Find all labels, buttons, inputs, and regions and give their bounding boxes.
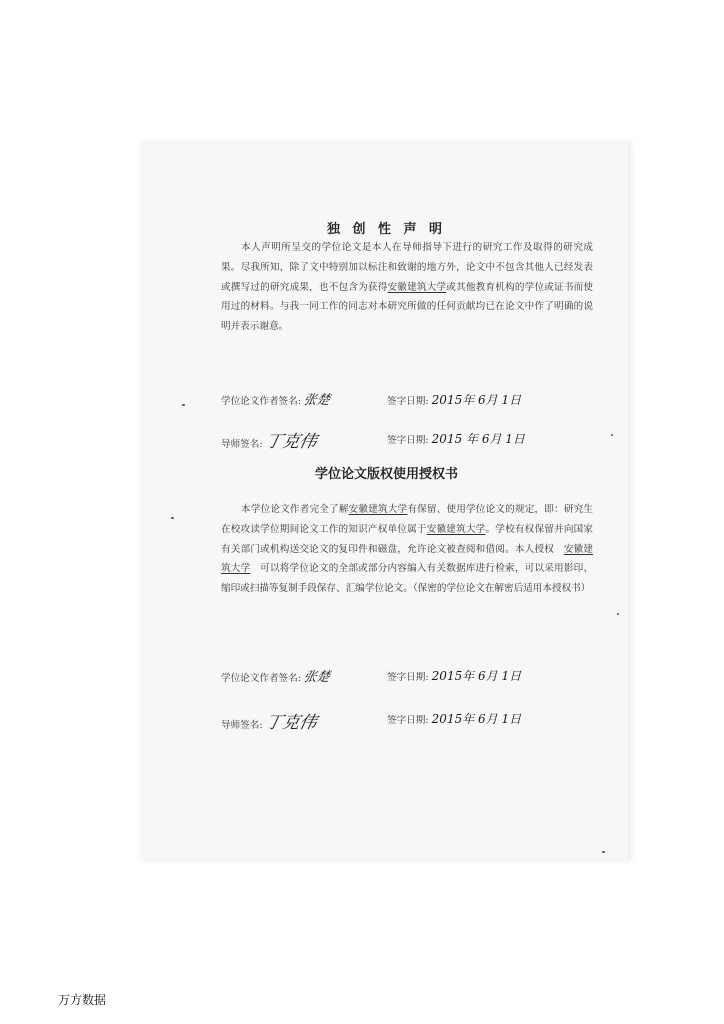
declaration-author-date-row	[387, 391, 521, 408]
scan-speck	[182, 404, 185, 406]
declaration-text-1: 本人声明所呈交的学位论文是本人在导师指导下进行的研究工作及取得的研究成果。尽我所知，除了文中特别加以标注和致谢的地方外，论文中不包含其他人已经发表或撰写过的研究成果，也不包含为获得	[221, 242, 593, 293]
declaration-author-signature-row	[221, 389, 330, 408]
date-label: 签字日期:	[387, 715, 429, 726]
author-handwritten-date: 2015年 6月 1日	[431, 393, 522, 407]
declaration-advisor-signature-row	[221, 427, 317, 452]
declaration-advisor-date-row	[387, 430, 525, 447]
authorization-text-2: 有保留、使用学位论文的规定，即：研究生在校攻读学位期间论文工作的知识产权单位属于	[221, 504, 594, 535]
declaration-title: 独 创 性 声 明	[326, 222, 447, 237]
author-signature-label: 学位论文作者签名:	[221, 673, 301, 684]
advisor-handwritten-date: 2015 年 6月 1日	[431, 432, 525, 446]
advisor-handwritten-date: 2015年 6月 1日	[431, 712, 522, 726]
scan-speck	[602, 851, 605, 853]
author-handwritten-signature: 张楚	[302, 670, 332, 685]
scan-speck	[617, 613, 619, 615]
advisor-signature-label: 导师签名:	[221, 720, 263, 731]
declaration-body	[221, 238, 593, 337]
scan-speck	[171, 517, 174, 519]
author-signature-label: 学位论文作者签名:	[221, 396, 301, 407]
authorization-text-3: 。学校有权保留并向国家有关部门或机构送交论文的复印件和磁盘，允许论文被查阅和借阅。本人授权	[221, 523, 594, 555]
authorization-text-4: 可以将学位论文的全部或部分内容编入有关数据库进行检索，可以采用影印、缩印或扫描等复制手段保存、汇编学位论文。（保密的学位论文在解密后适用本授权书）	[221, 563, 594, 595]
authorization-body	[221, 500, 593, 599]
authorization-author-signature-row	[221, 666, 330, 685]
wanfang-data-watermark: 万方数据	[58, 993, 107, 1007]
declaration-institution: 安徽建筑大学	[387, 281, 447, 293]
author-handwritten-signature: 张楚	[302, 393, 332, 408]
scan-speck	[611, 434, 613, 436]
scan-edge	[628, 143, 630, 859]
authorization-institution-1: 安徽建筑大学	[348, 504, 408, 515]
advisor-handwritten-signature: 丁克伟	[263, 713, 319, 733]
authorization-title: 学位论文版权使用授权书	[314, 467, 458, 482]
authorization-advisor-date-row	[387, 710, 521, 727]
authorization-text-1: 本学位论文作者完全了解	[241, 504, 349, 515]
authorization-author-date-row	[387, 667, 521, 684]
authorization-institution-2: 安徽建筑大学	[426, 523, 486, 535]
advisor-handwritten-signature: 丁克伟	[263, 432, 319, 452]
date-label: 签字日期:	[387, 672, 429, 683]
author-handwritten-date: 2015年 6月 1日	[431, 669, 522, 683]
declaration-text-2: 或其他教育机构的学位或证书而使用过的材料。与我一同工作的同志对本研究所做的任何贡献均已在论文中作了明确的说明并表示谢意。	[221, 281, 594, 333]
authorization-advisor-signature-row	[221, 708, 317, 733]
date-label: 签字日期:	[387, 435, 429, 446]
authorization-institution-3: 安徽建筑大学	[221, 543, 594, 575]
date-label: 签字日期:	[387, 396, 429, 407]
advisor-signature-label: 导师签名:	[221, 439, 263, 450]
